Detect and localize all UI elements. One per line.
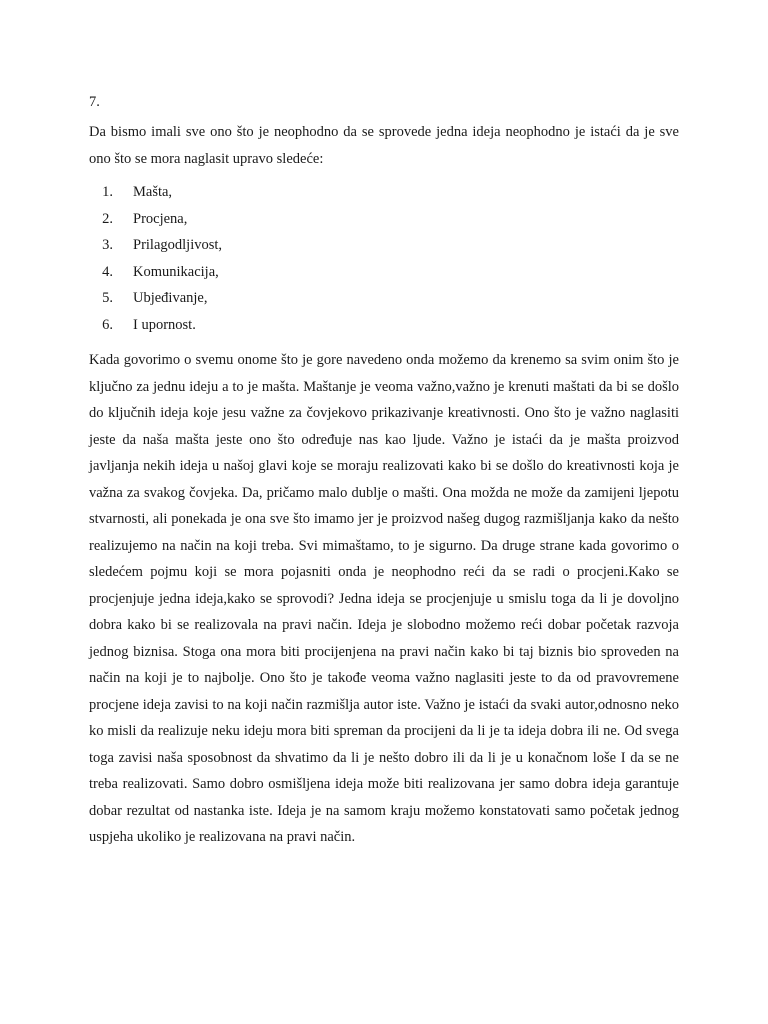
list-item-text: Prilagodljivost,	[133, 237, 223, 253]
list-item	[89, 312, 679, 339]
list-item-text: Ubjeđivanje,	[133, 290, 208, 306]
body-paragraph: Kada govorimo o svemu onome što je gore navedeno onda možemo da krenemo sa svim onim što je ključno za jednu ideju a to je mašta. Maštanje je veoma važno,važno je krenuti maštati da bi se došlo do ključnih ideja koje jesu važne za čovjekovo prikazivanje kreativnosti. Ono što je važno naglasiti jeste da naša mašta jeste ono što određuje nas kao ljude. Važno je istaći da je mašta proizvod javljanja nekih ideja u našoj glavi koje se moraju realizovati kako bi se došlo do kreativnosti koja je važna za svakog čovjeka. Da, pričamo malo dublje o mašti. Ona možda ne može da zamijeni ljepotu stvarnosti, ali ponekada je ona sve što imamo jer je proizvod našeg dugog razmišljanja kako da nešto realizujemo na način na koji treba. Svi mimaštamo, to je sigurno. Da druge strane kada govorimo o sledećem pojmu koji se mora pojasniti onda je neophodno reći da se radi o procjeni.Kako se procjenjuje jedna ideja,kako se sprovodi? Jedna ideja se procjenjuje u smislu toga da li je dovoljno dobra kako bi se realizovala na pravi način. Ideja je slobodno možemo reći dobar početak razvoja jednog biznisa. Stoga ona mora biti procijenjena na pravi način kako bi taj biznis bio sproveden na način na koji je to najbolje. Ono što je takođe veoma važno naglasiti jeste to da od pravovremene procjene ideja zavisi to na koji način razmišlja autor iste. Važno je istaći da svaki autor,odnosno neko ko misli da realizuje neku ideju mora biti spreman da procijeni da li je ta ideja dobra ili ne. Od svega toga zavisi naša sposobnost da shvatimo da li je nešto dobro ili da li je u konačnom loše I da se ne treba realizovati. Samo dobro osmišljena ideja može biti realizovana jer samo dobra ideja garantuje dobar rezultat od nastanka iste. Ideja je na samom kraju možemo konstatovati samo početak jednog uspjeha ukoliko je realizovana na pravi način.	[89, 352, 679, 845]
list-item-number: 3.	[102, 237, 113, 253]
document-page	[89, 92, 679, 851]
list-item	[89, 285, 679, 312]
list-item-number: 1.	[102, 184, 113, 200]
numbered-list	[89, 179, 679, 338]
intro-paragraph: Da bismo imali sve ono što je neophodno da se sprovede jedna ideja neophodno je istaći da je sve ono što se mora naglasit upravo sledeće:	[89, 124, 679, 167]
list-item-text: Procjena,	[133, 210, 188, 227]
list-item	[89, 206, 679, 233]
list-item-text: Komunikacija,	[133, 263, 219, 280]
list-item	[89, 179, 679, 206]
list-item-text: I upornost.	[133, 316, 196, 333]
list-item-number: 4.	[102, 263, 113, 280]
list-item-number: 2.	[102, 210, 113, 227]
list-item-number: 5.	[102, 290, 113, 306]
list-item	[89, 259, 679, 286]
section-number: 7.	[89, 94, 100, 110]
list-item-number: 6.	[102, 316, 113, 333]
list-item	[89, 232, 679, 259]
list-item-text: Mašta,	[133, 184, 173, 200]
